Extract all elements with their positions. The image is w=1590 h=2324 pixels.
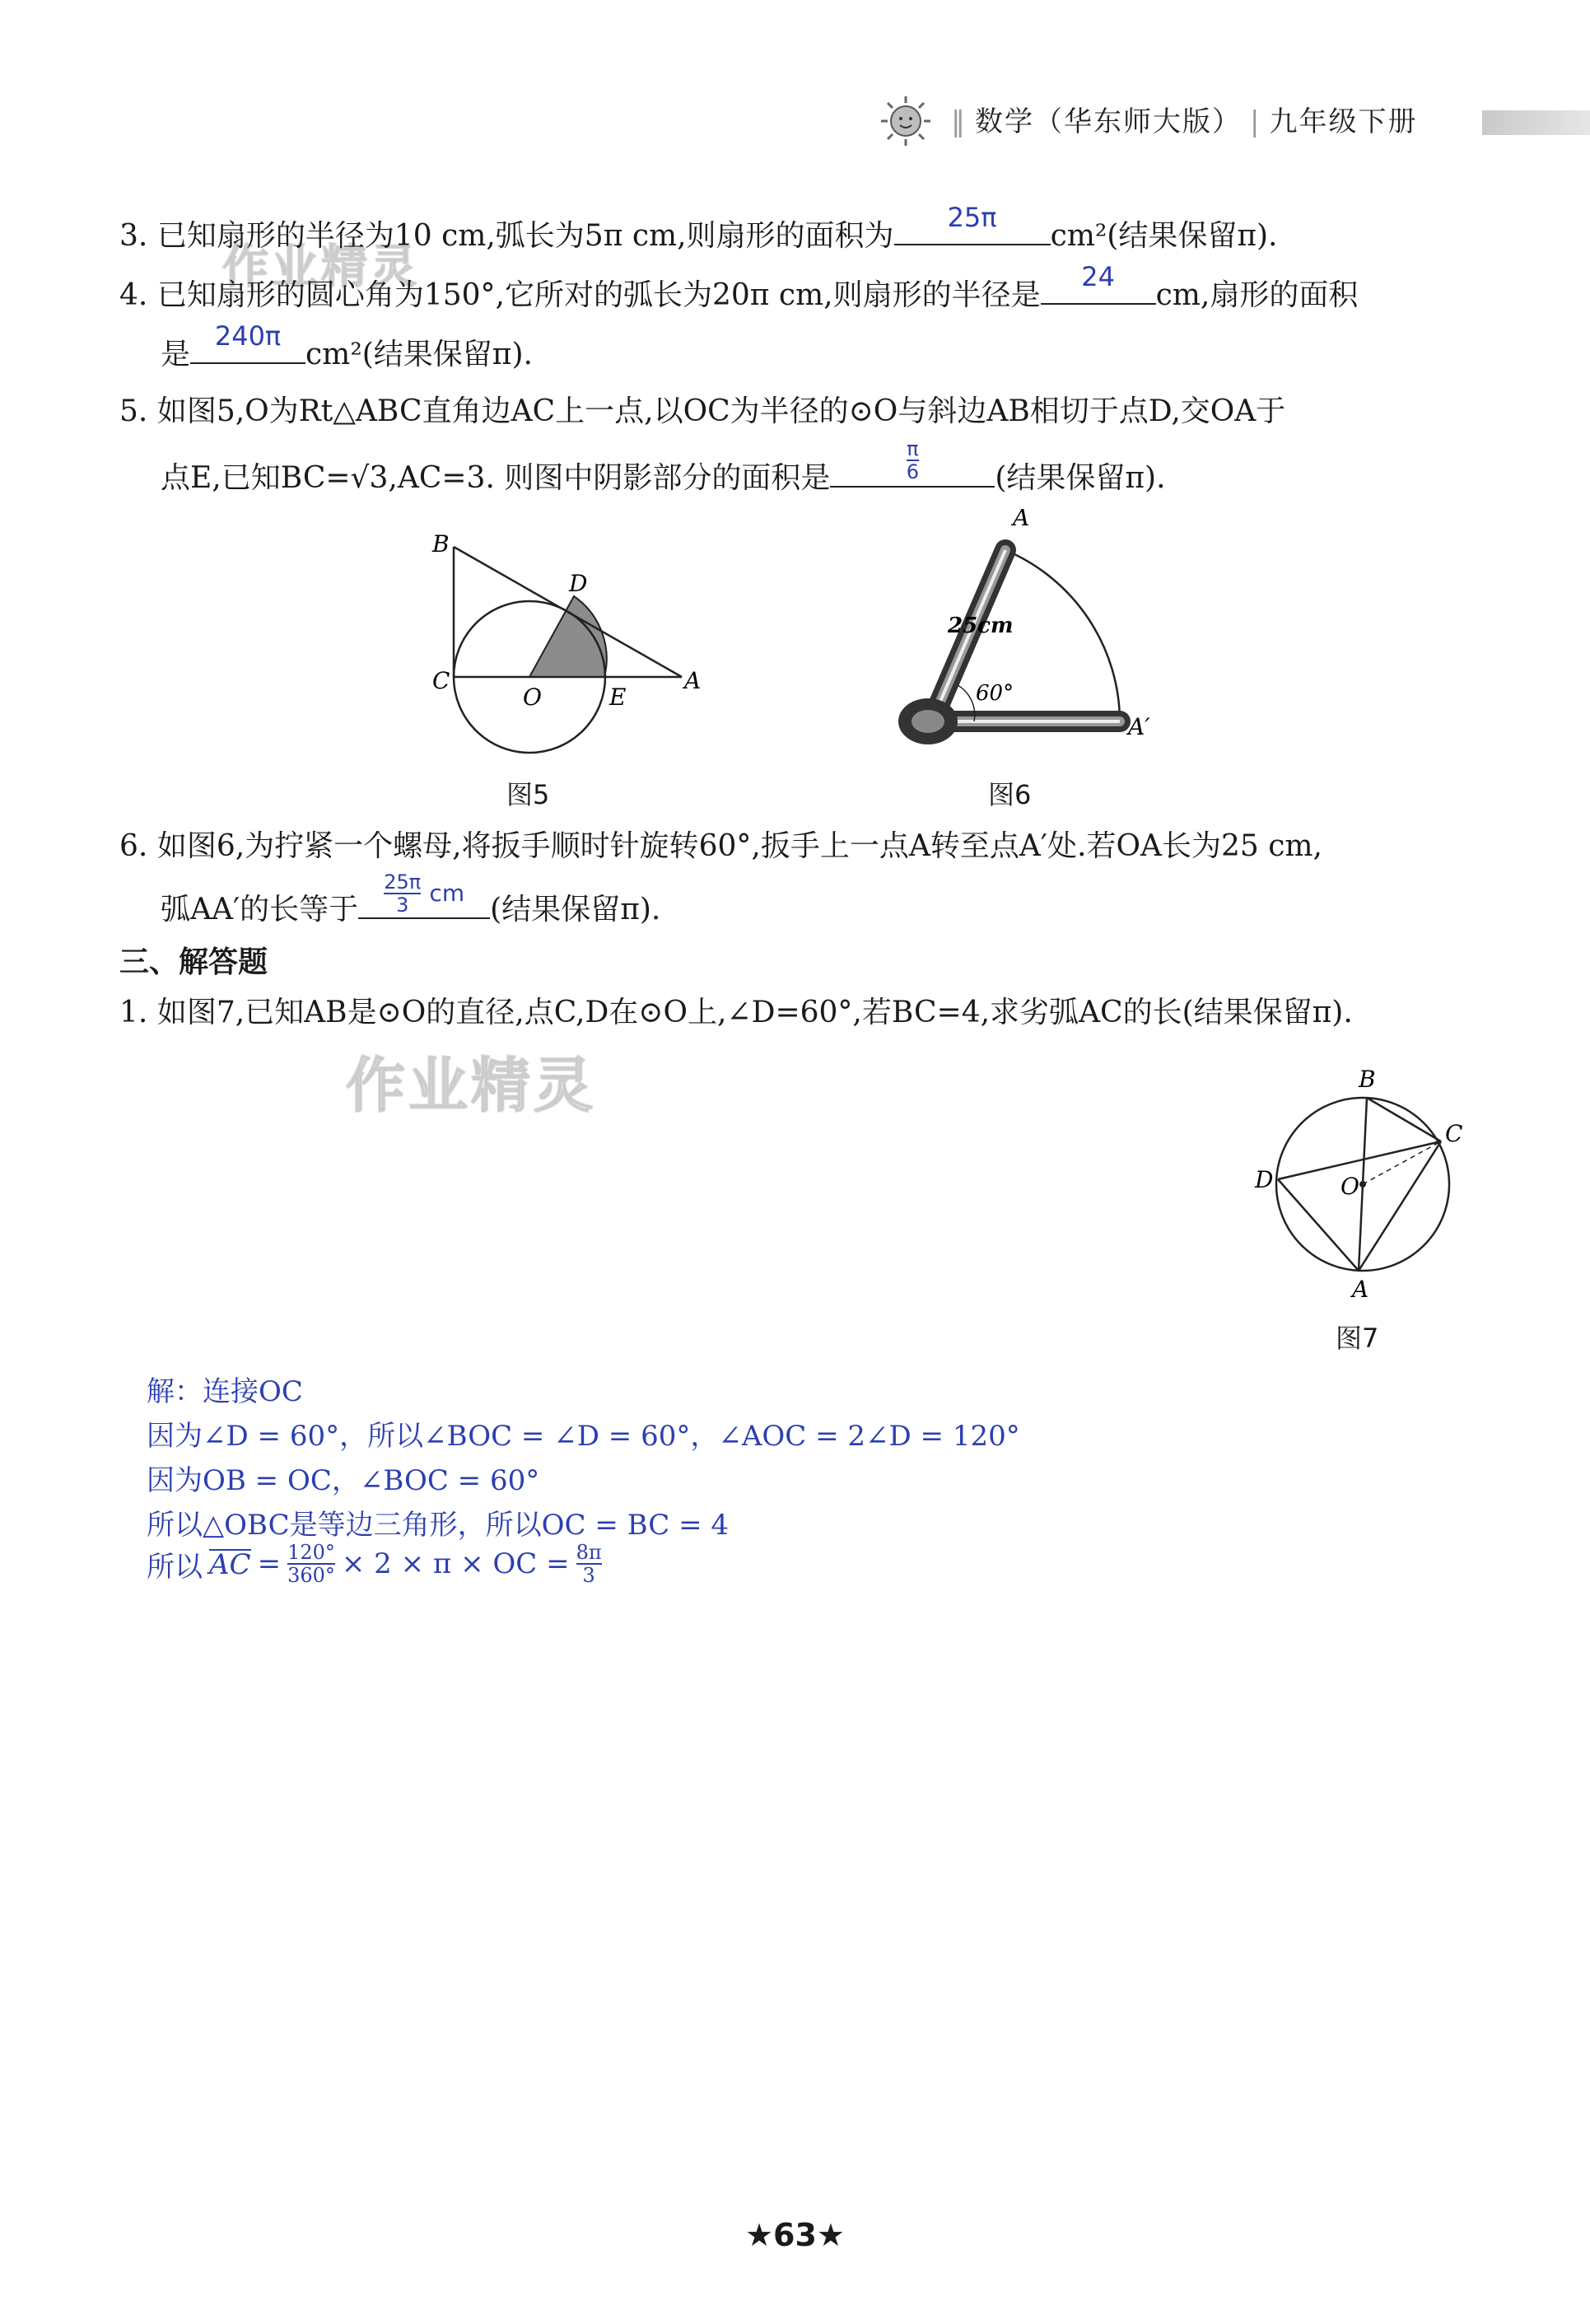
- question-text: 如图6,为拧紧一个螺母,将扳手顺时针旋转60°,扳手上一点A转至点A′处.若OA长为25 cm,: [156, 829, 1322, 863]
- answer-value: 24: [1081, 261, 1115, 292]
- question-text: 如图7,已知AB是⊙O的直径,点C,D在⊙O上,∠D=60°,若BC=4,求劣弧AC的长(结果保留π).: [156, 996, 1353, 1029]
- figure-6-caption: 图6: [988, 779, 1032, 810]
- answer-blank: [190, 320, 305, 364]
- answer-blank: [894, 202, 1051, 245]
- label-c: C: [1445, 1120, 1463, 1147]
- label-c: C: [432, 667, 450, 694]
- page-header: [877, 92, 1590, 150]
- label-length: 25cm: [948, 614, 1014, 638]
- solution-line-2: 因为∠D = 60°，所以∠BOC = ∠D = 60°，∠AOC = 2∠D = 120°: [147, 1420, 1020, 1453]
- question-text: 如图5,O为Rt△ABC直角边AC上一点,以OC为半径的⊙O与斜边AB相切于点D,交OA于: [156, 394, 1286, 428]
- watermark-middle: 作业精灵: [346, 1051, 597, 1120]
- answer-blank: [1041, 261, 1156, 305]
- header-decor-bar: [1482, 110, 1590, 135]
- chord-ca: [1359, 1141, 1441, 1271]
- chord-bc: [1367, 1098, 1441, 1141]
- section3-question-1: [119, 995, 1353, 1031]
- arc-notation: AC: [209, 1548, 251, 1581]
- answer-fraction: [907, 438, 919, 483]
- solution-line-1: 解：连接OC: [147, 1375, 303, 1408]
- question-number: 1.: [119, 996, 148, 1029]
- fraction-numerator: π: [907, 437, 919, 460]
- question-number: 6.: [119, 829, 148, 863]
- figure-6: [893, 509, 1173, 756]
- figure-7-caption: 图7: [1336, 1323, 1379, 1354]
- label-a: A: [1013, 509, 1030, 531]
- question-text: 已知扇形的圆心角为150°,它所对的弧长为20π cm,则扇形的半径是: [156, 278, 1041, 312]
- question-3: [119, 202, 1278, 254]
- section-title: 三、解答题: [119, 945, 268, 979]
- question-6-line1: [119, 828, 1322, 865]
- question-5-line1: [119, 394, 1285, 430]
- answer-blank: [830, 437, 995, 488]
- sun-logo-icon: [877, 92, 935, 150]
- label-b: B: [432, 530, 450, 558]
- header-edition: （华东师大版）: [1034, 105, 1242, 138]
- question-number: 4.: [119, 278, 148, 312]
- label-e: E: [609, 684, 627, 711]
- solution-line-3: 因为OB = OC，∠BOC = 60°: [147, 1464, 540, 1497]
- label-a: A: [684, 667, 702, 694]
- question-text-middle: cm,扇形的面积: [1155, 278, 1359, 312]
- label-b: B: [1359, 1066, 1376, 1093]
- label-o: O: [523, 684, 542, 711]
- header-subject: 数学: [975, 105, 1034, 138]
- fraction-denominator: 360°: [287, 1564, 335, 1587]
- question-text-after: cm²(结果保留π).: [1050, 219, 1278, 253]
- solution-text: 所以: [147, 1550, 203, 1584]
- question-text-after: cm²(结果保留π).: [305, 338, 533, 371]
- header-grade: 九年级下册: [1269, 105, 1418, 138]
- dashed-oc: [1363, 1141, 1441, 1184]
- question-5-line2: [161, 437, 1166, 497]
- answer-blank: [358, 870, 490, 919]
- solution-line-5: [147, 1542, 602, 1586]
- watermark-top: 作业精灵: [222, 240, 420, 294]
- label-angle: 60°: [976, 681, 1014, 706]
- label-a: A: [1352, 1276, 1369, 1301]
- page-number: ★63★: [744, 2217, 845, 2253]
- label-o: O: [1341, 1173, 1359, 1200]
- solution-line-4: 所以△OBC是等边三角形，所以OC = BC = 4: [147, 1509, 730, 1542]
- answer-value: 240π: [214, 320, 282, 352]
- answer-fraction: [384, 871, 421, 916]
- question-text-after: (结果保留π).: [995, 461, 1166, 495]
- figure-7: [1243, 1062, 1482, 1301]
- answer-value: [358, 871, 490, 916]
- question-text: 是: [161, 338, 191, 371]
- question-text-after: (结果保留π).: [490, 893, 661, 926]
- fraction-numerator: 120°: [287, 1541, 335, 1564]
- fraction-denominator: 3: [396, 894, 409, 917]
- fraction-denominator: 3: [582, 1564, 595, 1587]
- figure-5: [424, 527, 720, 766]
- answer-unit: cm: [429, 880, 465, 907]
- answer-value: 25π: [947, 202, 997, 233]
- solution-text-mid: × 2 × π × OC =: [341, 1547, 570, 1580]
- question-number: 5.: [119, 394, 148, 428]
- question-number: 3.: [119, 219, 148, 253]
- fraction-numerator: 25π: [384, 870, 422, 894]
- label-a-prime: A′: [1128, 713, 1150, 740]
- shaded-sector: [529, 596, 607, 677]
- question-4-line2: [161, 320, 533, 373]
- label-d: D: [569, 570, 588, 597]
- fraction-denominator: 6: [906, 460, 919, 483]
- answer-value: [830, 438, 995, 483]
- fraction-numerator: 8π: [576, 1541, 602, 1564]
- label-d: D: [1255, 1166, 1274, 1193]
- solution-fraction: [287, 1542, 335, 1586]
- chord-dc: [1278, 1141, 1441, 1179]
- header-title: ‖ 数学（华东师大版） | 九年级下册: [951, 105, 1418, 138]
- solution-result-fraction: [576, 1542, 602, 1586]
- question-6-line2: [161, 870, 661, 928]
- solution-equals: =: [257, 1547, 282, 1580]
- question-text: 已知扇形的半径为10 cm,弧长为5π cm,则扇形的面积为: [156, 219, 894, 253]
- wrench-head: [898, 698, 958, 744]
- figure-5-caption: 图5: [506, 779, 550, 810]
- question-text: 点E,已知BC=√3,AC=3. 则图中阴影部分的面积是: [161, 461, 831, 495]
- question-text: 弧AA′的长等于: [161, 893, 359, 926]
- center-point: [1359, 1181, 1366, 1188]
